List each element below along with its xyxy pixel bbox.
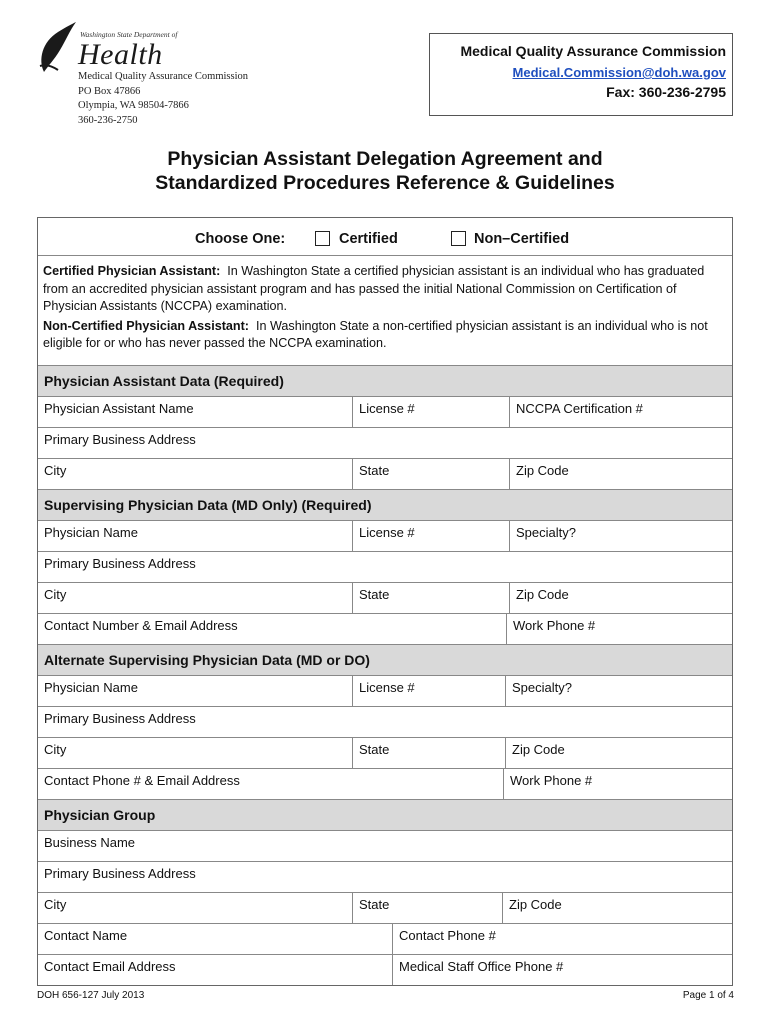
pa-row-2: [38, 428, 732, 459]
noncertified-term: Non-Certified Physician Assistant:: [43, 318, 249, 333]
group-row-4: [38, 924, 732, 955]
group-staff-phone-field[interactable]: Medical Staff Office Phone #: [392, 955, 732, 985]
sup-contact-field[interactable]: Contact Number & Email Address: [44, 618, 238, 633]
pa-row-3: [38, 459, 732, 490]
sup-row-4: [38, 614, 732, 645]
contact-org: Medical Quality Assurance Commission: [460, 43, 726, 59]
form-frame: [37, 217, 733, 986]
sup-specialty-field[interactable]: Specialty?: [509, 521, 732, 551]
alt-license-field[interactable]: License #: [352, 676, 505, 706]
pa-name-field[interactable]: Physician Assistant Name: [44, 401, 194, 416]
certified-checkbox[interactable]: [315, 231, 330, 246]
certified-text: In Washington State a certified physician assistant is an individual who has graduated from an accredited physician assistant program and has passed the initial National Commission on Certification of Physician Assistants (NCCPA) examination.: [43, 264, 705, 313]
alt-row-2: [38, 707, 732, 738]
pa-nccpa-field[interactable]: NCCPA Certification #: [509, 397, 732, 427]
certified-definition: [43, 263, 727, 316]
group-section-header: Physician Group: [38, 800, 732, 831]
page-number: Page 1 of 4: [682, 990, 734, 1001]
form-id: DOH 656-127 July 2013: [37, 990, 145, 1001]
sup-row-1: [38, 521, 732, 552]
group-business-name-field[interactable]: Business Name: [44, 835, 136, 850]
group-state-field[interactable]: State: [352, 893, 502, 923]
pa-state-field[interactable]: State: [352, 459, 509, 489]
certified-label: Certified: [339, 231, 398, 247]
noncertified-definition: [43, 318, 727, 353]
choose-one-row: [38, 218, 732, 256]
group-city-field[interactable]: City: [44, 897, 67, 912]
address-line: Olympia, WA 98504-7866: [78, 100, 189, 111]
group-row-3: [38, 893, 732, 924]
noncertified-text: In Washington State a non-certified physician assistant is an individual who is not eligible for or who has never passed the NCCPA examination.: [43, 318, 708, 350]
choose-one-label: Choose One:: [195, 231, 286, 247]
alt-row-3: [38, 738, 732, 769]
alt-section-header: Alternate Supervising Physician Data (MD or DO): [38, 645, 732, 676]
doh-logo: [36, 20, 276, 130]
group-row-1: [38, 831, 732, 862]
sup-city-field[interactable]: City: [44, 587, 67, 602]
pa-city-field[interactable]: City: [44, 463, 67, 478]
noncertified-checkbox[interactable]: [451, 231, 466, 246]
group-contact-phone-field[interactable]: Contact Phone #: [392, 924, 732, 954]
pa-zip-field[interactable]: Zip Code: [509, 459, 732, 489]
title-line: Standardized Procedures Reference & Guidelines: [155, 172, 615, 194]
pa-address-field[interactable]: Primary Business Address: [44, 432, 196, 447]
logo-word: Health: [78, 38, 163, 71]
sup-section-header: Supervising Physician Data (MD Only) (Required): [38, 490, 732, 521]
certified-term: Certified Physician Assistant:: [43, 264, 221, 278]
definitions: [38, 256, 732, 366]
sup-address-field[interactable]: Primary Business Address: [44, 556, 196, 571]
address-line: 360-236-2750: [78, 114, 138, 126]
sup-row-2: [38, 552, 732, 583]
return-address: [78, 70, 248, 128]
address-line: PO Box 47866: [78, 85, 141, 97]
contact-fax: Fax: 360-236-2795: [606, 84, 726, 100]
address-line: Medical Quality Assurance Commission: [78, 71, 249, 82]
alt-city-field[interactable]: City: [44, 742, 67, 757]
group-contact-email-field[interactable]: Contact Email Address: [44, 959, 176, 974]
group-row-5: [38, 955, 732, 985]
sup-license-field[interactable]: License #: [352, 521, 509, 551]
title-line: Physician Assistant Delegation Agreement and: [167, 148, 603, 170]
sup-work-phone-field[interactable]: Work Phone #: [506, 614, 732, 644]
alt-specialty-field[interactable]: Specialty?: [505, 676, 732, 706]
group-address-field[interactable]: Primary Business Address: [44, 866, 196, 881]
alt-zip-field[interactable]: Zip Code: [505, 738, 732, 768]
page-title: [0, 147, 770, 195]
alt-row-1: [38, 676, 732, 707]
alt-state-field[interactable]: State: [352, 738, 505, 768]
alt-address-field[interactable]: Primary Business Address: [44, 711, 196, 726]
leaf-icon: [36, 20, 80, 80]
pa-section-header: Physician Assistant Data (Required): [38, 366, 732, 397]
group-row-2: [38, 862, 732, 893]
dept-line: Washington State Department of: [80, 30, 178, 39]
alt-contact-field[interactable]: Contact Phone # & Email Address: [44, 773, 240, 788]
noncertified-label: Non–Certified: [474, 231, 570, 247]
sup-name-field[interactable]: Physician Name: [44, 525, 138, 540]
group-zip-field[interactable]: Zip Code: [502, 893, 732, 923]
alt-name-field[interactable]: Physician Name: [44, 680, 138, 695]
contact-box: [429, 33, 733, 116]
pa-license-field[interactable]: License #: [352, 397, 509, 427]
sup-zip-field[interactable]: Zip Code: [509, 583, 732, 613]
alt-row-4: [38, 769, 732, 800]
pa-row-1: [38, 397, 732, 428]
sup-state-field[interactable]: State: [352, 583, 509, 613]
alt-work-phone-field[interactable]: Work Phone #: [503, 769, 732, 799]
group-contact-name-field[interactable]: Contact Name: [44, 928, 128, 943]
sup-row-3: [38, 583, 732, 614]
contact-email-link[interactable]: Medical.Commission@doh.wa.gov: [512, 65, 726, 80]
